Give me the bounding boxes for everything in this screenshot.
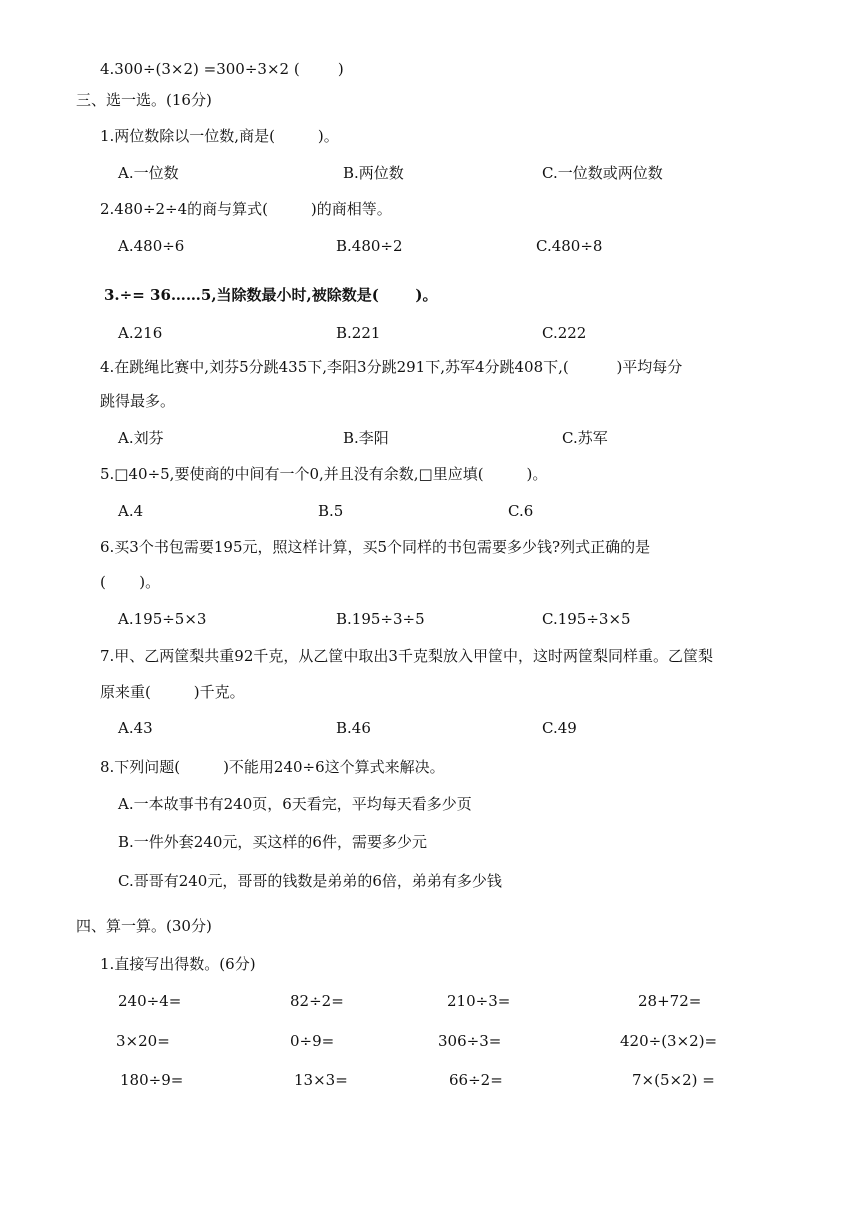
- q8-stem: 8.下列问题( )不能用240÷6这个算式来解决。: [100, 758, 445, 776]
- q5-option-c: C.6: [508, 502, 534, 520]
- q4-stem-line2: 跳得最多。: [100, 392, 176, 410]
- q5-option-a: A.4: [118, 502, 144, 520]
- calc-r2-c3: 306÷3=: [438, 1032, 502, 1050]
- calc-r3-c1: 180÷9=: [120, 1071, 184, 1089]
- q6-stem-line1: 6.买3个书包需要195元，照这样计算，买5个同样的书包需要多少钱?列式正确的是: [100, 538, 651, 556]
- q2-stem: 2.480÷2÷4的商与算式( )的商相等。: [100, 200, 392, 218]
- q7-stem-line2: 原来重( )千克。: [100, 683, 245, 701]
- section4-title: 四、算一算。(30分): [76, 917, 212, 935]
- q7-stem-line1: 7.甲、乙两筐梨共重92千克，从乙筐中取出3千克梨放入甲筐中，这时两筐梨同样重。乙筐梨: [100, 647, 713, 665]
- q4-option-a: A.刘芬: [118, 429, 164, 447]
- q5-stem: 5.□40÷5,要使商的中间有一个0,并且没有余数,□里应填( )。: [100, 465, 548, 483]
- q7-option-c: C.49: [542, 719, 577, 737]
- section4-sub1: 1.直接写出得数。(6分): [100, 955, 256, 973]
- q8-option-c: C.哥哥有240元，哥哥的钱数是弟弟的6倍，弟弟有多少钱: [118, 872, 502, 890]
- q2-option-c: C.480÷8: [536, 237, 603, 255]
- q7-option-a: A.43: [118, 719, 153, 737]
- calc-r3-c3: 66÷2=: [449, 1071, 503, 1089]
- calc-r1-c2: 82÷2=: [290, 992, 344, 1010]
- calc-r1-c4: 28+72=: [638, 992, 702, 1010]
- q4-option-b: B.李阳: [343, 429, 389, 447]
- calc-r2-c2: 0÷9=: [290, 1032, 335, 1050]
- calc-r1-c3: 210÷3=: [447, 992, 511, 1010]
- q2-option-b: B.480÷2: [336, 237, 403, 255]
- q4-option-c: C.苏军: [562, 429, 608, 447]
- q2-option-a: A.480÷6: [118, 237, 185, 255]
- q3-option-b: B.221: [336, 324, 381, 342]
- q3-stem: 3.÷= 36……5,当除数最小时,被除数是( )。: [104, 286, 438, 304]
- q1-option-c: C.一位数或两位数: [542, 164, 663, 182]
- q6-option-a: A.195÷5×3: [118, 610, 207, 628]
- q1-option-b: B.两位数: [343, 164, 404, 182]
- q4-stem-line1: 4.在跳绳比赛中,刘芬5分跳435下,李阳3分跳291下,苏军4分跳408下,( )平均每分: [100, 358, 683, 376]
- q7-option-b: B.46: [336, 719, 371, 737]
- q3-option-c: C.222: [542, 324, 587, 342]
- q8-option-b: B.一件外套240元，买这样的6件，需要多少元: [118, 833, 427, 851]
- q6-option-b: B.195÷3÷5: [336, 610, 425, 628]
- calc-r1-c1: 240÷4=: [118, 992, 182, 1010]
- q1-option-a: A.一位数: [118, 164, 179, 182]
- calc-r2-c4: 420÷(3×2)=: [620, 1032, 718, 1050]
- q6-stem-line2: ( )。: [100, 573, 161, 591]
- q8-option-a: A.一本故事书有240页，6天看完，平均每天看多少页: [118, 795, 472, 813]
- q1-stem: 1.两位数除以一位数,商是( )。: [100, 127, 339, 145]
- calc-r2-c1: 3×20=: [116, 1032, 170, 1050]
- calc-r3-c4: 7×(5×2) =: [632, 1071, 715, 1089]
- q5-option-b: B.5: [318, 502, 344, 520]
- q3-option-a: A.216: [118, 324, 163, 342]
- calc-r3-c2: 13×3=: [294, 1071, 348, 1089]
- question-p2-4: 4.300÷(3×2) =300÷3×2 ( ): [100, 60, 344, 78]
- section3-title: 三、选一选。(16分): [76, 91, 212, 109]
- q6-option-c: C.195÷3×5: [542, 610, 631, 628]
